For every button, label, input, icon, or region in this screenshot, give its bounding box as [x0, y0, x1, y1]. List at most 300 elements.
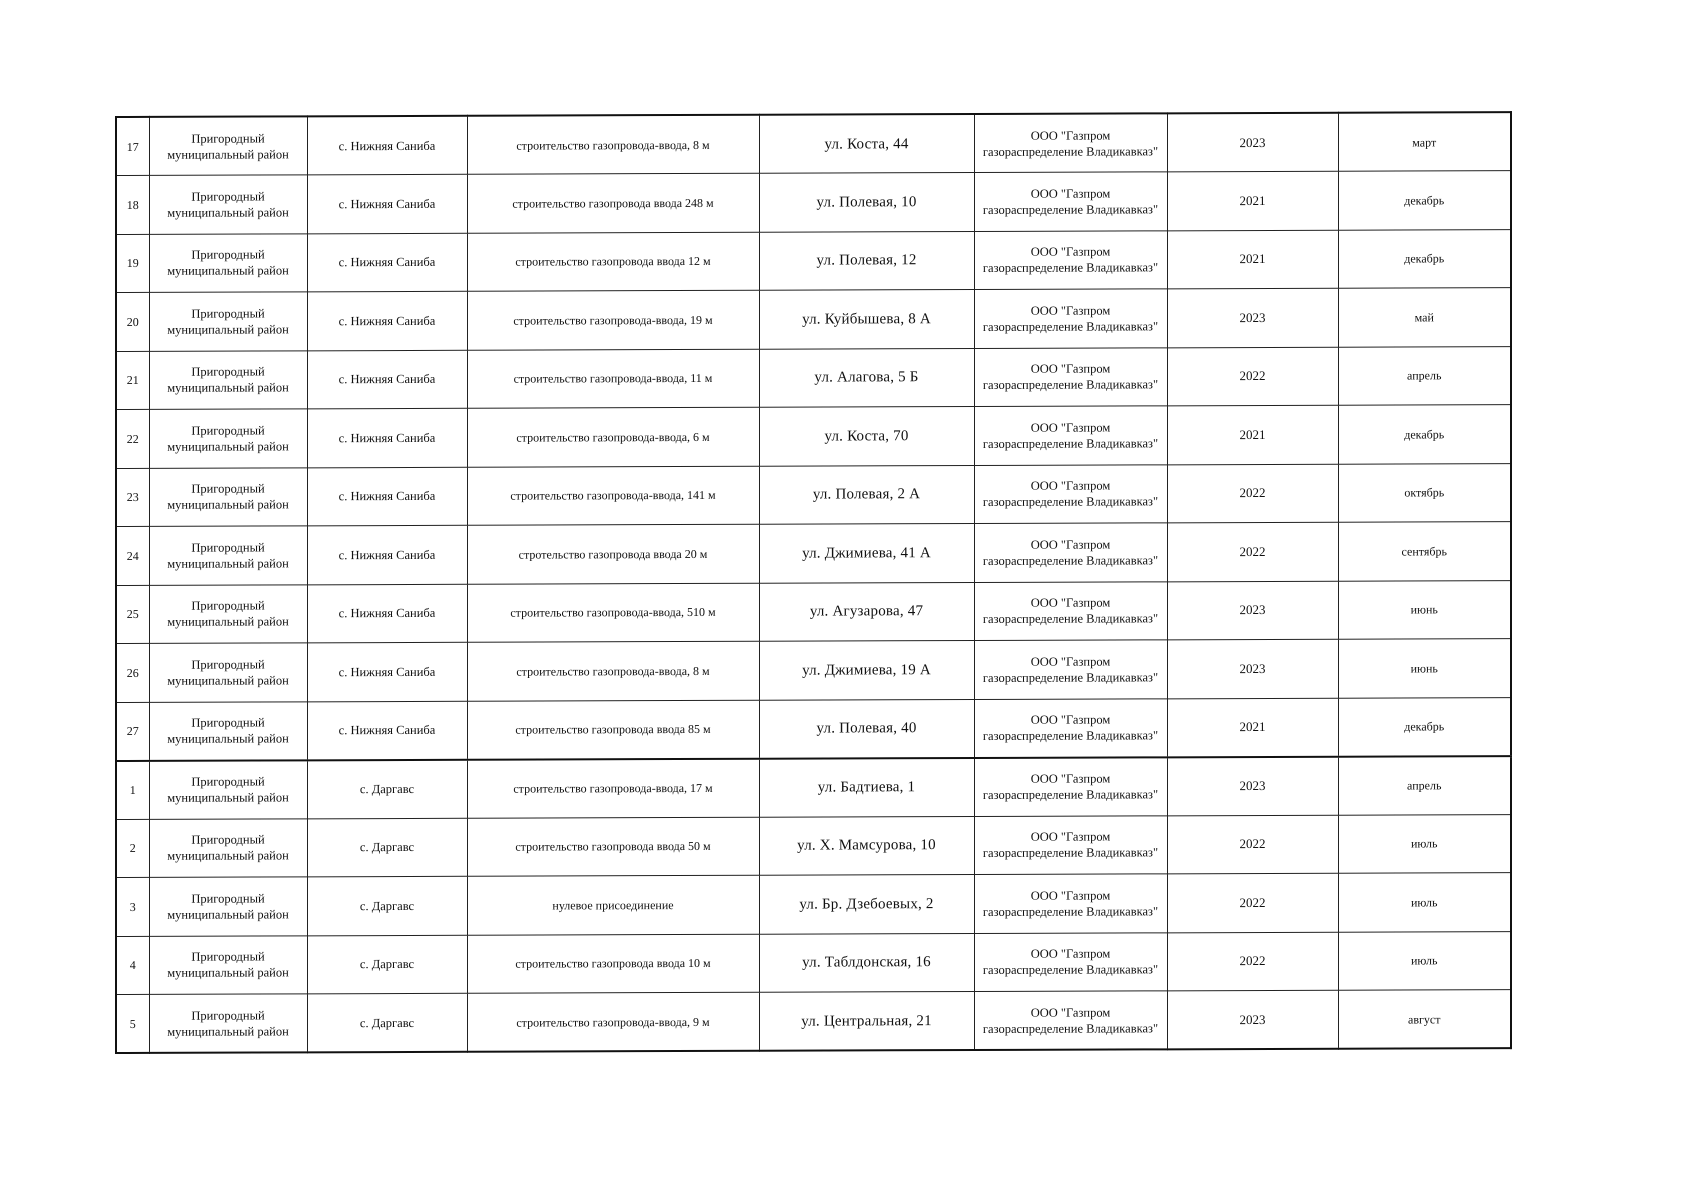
month-cell [1338, 639, 1511, 698]
org-l2-text: газораспределение Владикавказ" [982, 553, 1159, 568]
num-text: 24 [126, 548, 139, 563]
year-text: 2021 [1239, 426, 1266, 442]
village-text: с. Нижняя Саниба [338, 372, 436, 387]
year-text: 2022 [1239, 836, 1266, 852]
address-cell [759, 816, 974, 875]
num-text: 23 [126, 490, 139, 505]
table-row [116, 229, 1511, 292]
district-l2-text: муниципальный район [167, 790, 289, 805]
row-number [116, 936, 149, 995]
village-text: с. Нижняя Саниба [338, 489, 436, 504]
org-l1-text: ООО "Газпром [1030, 946, 1111, 962]
row-number [116, 351, 149, 410]
month-text: сентябрь [1401, 544, 1447, 559]
address-cell [759, 699, 974, 758]
district-l1-text: Пригородный [191, 949, 265, 964]
address-text: ул. Полевая, 12 [816, 252, 917, 269]
org-l2-text: газораспределение Владикавказ" [982, 260, 1159, 276]
year-text: 2023 [1239, 777, 1266, 794]
row-number [116, 760, 149, 819]
work-description-cell [467, 641, 759, 701]
address-text: ул. Бр. Дзебоевых, 2 [799, 895, 934, 913]
work-text: строительство газопровода ввода 50 м [515, 839, 711, 854]
year-text: 2023 [1239, 1011, 1266, 1027]
year-text: 2023 [1239, 134, 1266, 150]
year-text: 2022 [1239, 953, 1266, 969]
month-cell [1338, 931, 1511, 990]
month-text: декабрь [1404, 427, 1445, 442]
village-cell [307, 642, 467, 701]
village-text: с. Даргавс [359, 1015, 415, 1030]
village-text: с. Нижняя Саниба [338, 313, 436, 328]
work-text: строительство газопровода ввода 12 м [515, 254, 711, 269]
village-cell [307, 584, 467, 643]
address-text: ул. Х. Мамсурова, 10 [797, 837, 936, 854]
org-l1-text: ООО "Газпром [1030, 478, 1111, 494]
district-l2-text: муниципальный район [167, 556, 289, 571]
address-cell [759, 933, 974, 992]
num-text: 25 [126, 607, 139, 622]
org-l2-text: газораспределение Владикавказ" [982, 377, 1159, 393]
work-description-cell [467, 700, 759, 760]
village-cell [307, 525, 467, 584]
work-description-cell [467, 349, 759, 409]
work-text: строительство газопровода-ввода, 6 м [516, 429, 710, 445]
org-l2-text: газораспределение Владикавказ" [982, 611, 1159, 627]
work-description-cell [467, 758, 759, 818]
year-text: 2021 [1239, 251, 1266, 267]
year-cell [1167, 756, 1338, 815]
org-l2-text: газораспределение Владикавказ" [982, 494, 1159, 510]
num-text: 22 [126, 431, 139, 446]
num-text: 17 [126, 139, 139, 154]
district-cell [149, 526, 307, 585]
table-row [116, 346, 1511, 409]
district-l1-text: Пригородный [191, 774, 265, 789]
org-l1-text: ООО "Газпром [1030, 303, 1111, 318]
year-cell [1167, 405, 1338, 464]
village-text: с. Нижняя Саниба [338, 196, 436, 211]
district-l1-text: Пригородный [191, 189, 265, 204]
village-cell [307, 759, 467, 818]
year-cell [1167, 698, 1338, 757]
district-l1-text: Пригородный [191, 598, 265, 613]
district-l1-text: Пригородный [191, 1007, 265, 1023]
org-l1-text: ООО "Газпром [1030, 128, 1111, 143]
village-cell [307, 993, 467, 1052]
month-cell [1338, 522, 1511, 581]
district-l2-text: муниципальный район [167, 848, 289, 864]
address-text: ул. Полевая, 2 А [812, 486, 921, 503]
work-description-cell [467, 934, 759, 994]
month-cell [1338, 756, 1511, 815]
month-text: июнь [1410, 661, 1438, 676]
address-cell [759, 348, 974, 407]
month-cell [1338, 171, 1511, 230]
village-text: с. Нижняя Саниба [338, 255, 436, 270]
work-text: строительство газопровода-ввода, 141 м [510, 488, 716, 503]
work-description-cell [467, 524, 759, 584]
org-l2-text: газораспределение Владикавказ" [982, 143, 1159, 159]
org-l2-text: газораспределение Владикавказ" [982, 728, 1159, 743]
num-text: 19 [126, 256, 139, 271]
organization-cell [974, 757, 1167, 816]
org-l2-text: газораспределение Владикавказ" [982, 202, 1159, 217]
year-cell [1167, 230, 1338, 289]
organization-cell [974, 640, 1167, 699]
district-l1-text: Пригородный [191, 540, 265, 555]
org-l1-text: ООО "Газпром [1030, 654, 1111, 669]
row-number [116, 702, 149, 761]
address-cell [759, 641, 974, 700]
district-cell [149, 233, 307, 292]
work-text: строительство газопровода-ввода, 17 м [513, 780, 713, 796]
address-cell [759, 758, 974, 817]
year-cell [1167, 990, 1338, 1049]
month-cell [1338, 580, 1511, 639]
year-cell [1167, 288, 1338, 347]
organization-cell [974, 991, 1167, 1050]
work-text: нулевое присоединение [552, 897, 674, 913]
row-number [116, 819, 149, 878]
year-cell [1167, 464, 1338, 523]
organization-cell [974, 406, 1167, 465]
work-description-cell [467, 115, 759, 175]
address-cell [759, 290, 974, 349]
month-cell [1338, 814, 1511, 873]
district-l1-text: Пригородный [191, 657, 265, 672]
table-row [116, 990, 1511, 1053]
address-text: ул. Центральная, 21 [801, 1012, 932, 1030]
org-l1-text: ООО "Газпром [1030, 361, 1111, 377]
year-text: 2022 [1239, 368, 1266, 384]
district-l2-text: муниципальный район [167, 907, 289, 922]
village-cell [307, 116, 467, 175]
village-cell [307, 233, 467, 292]
work-text: строительство газопровода-ввода, 9 м [516, 1014, 710, 1030]
row-number [116, 292, 149, 351]
address-cell [759, 992, 974, 1051]
village-text: с. Даргавс [359, 898, 415, 913]
district-l1-text: Пригородный [191, 715, 265, 730]
month-cell [1338, 697, 1511, 756]
district-cell [149, 350, 307, 409]
district-l2-text: муниципальный район [167, 439, 289, 454]
month-text: март [1412, 134, 1437, 149]
month-cell [1338, 990, 1511, 1049]
work-description-cell [467, 583, 759, 643]
village-text: с. Даргавс [359, 957, 415, 972]
month-text: апрель [1407, 778, 1442, 793]
year-cell [1167, 873, 1338, 932]
month-cell [1338, 405, 1511, 464]
village-cell [307, 935, 467, 994]
district-l2-text: муниципальный район [167, 673, 289, 688]
district-l2-text: муниципальный район [167, 731, 289, 746]
month-text: октябрь [1404, 485, 1445, 500]
village-cell [307, 818, 467, 877]
gas-connection-schedule-table [115, 111, 1512, 1054]
address-text: ул. Джимиева, 41 А [802, 544, 931, 562]
district-cell [149, 116, 307, 175]
org-l1-text: ООО "Газпром [1030, 771, 1111, 786]
num-text: 5 [129, 1016, 136, 1031]
work-description-cell [467, 875, 759, 935]
district-l2-text: муниципальный район [167, 965, 289, 981]
table-row [116, 112, 1511, 175]
district-l2-text: муниципальный район [167, 380, 289, 396]
org-l1-text: ООО "Газпром [1030, 829, 1111, 845]
organization-cell [974, 172, 1167, 231]
district-l2-text: муниципальный район [167, 322, 289, 337]
address-text: ул. Коста, 70 [824, 427, 909, 445]
organization-cell [974, 230, 1167, 289]
district-l1-text: Пригородный [191, 364, 265, 379]
year-cell [1167, 932, 1338, 991]
village-text: с. Нижняя Саниба [338, 606, 436, 621]
row-number [116, 643, 149, 702]
org-l1-text: ООО "Газпром [1030, 712, 1111, 727]
org-l1-text: ООО "Газпром [1030, 420, 1111, 435]
month-cell [1338, 288, 1511, 347]
year-cell [1167, 171, 1338, 230]
year-text: 2022 [1239, 485, 1266, 501]
address-cell [759, 407, 974, 466]
year-cell [1167, 113, 1338, 172]
year-text: 2023 [1239, 309, 1266, 325]
table-row [116, 931, 1511, 994]
table-row [116, 814, 1511, 877]
year-cell [1167, 581, 1338, 640]
village-cell [307, 408, 467, 467]
district-l2-text: муниципальный район [167, 263, 289, 279]
village-text: с. Нижняя Саниба [338, 664, 436, 679]
address-text: ул. Куйбышева, 8 А [802, 310, 931, 328]
organization-cell [974, 347, 1167, 406]
village-text: с. Даргавс [359, 781, 415, 797]
month-text: июль [1410, 836, 1438, 851]
table-row [116, 171, 1511, 234]
org-l2-text: газораспределение Владикавказ" [982, 1020, 1159, 1036]
table-body [116, 112, 1511, 1053]
org-l2-text: газораспределение Владикавказ" [982, 436, 1159, 451]
district-l1-text: Пригородный [191, 306, 265, 321]
district-l2-text: муниципальный район [167, 497, 289, 513]
year-text: 2023 [1239, 602, 1266, 618]
district-l1-text: Пригородный [191, 891, 265, 906]
num-text: 3 [129, 899, 136, 914]
year-cell [1167, 347, 1338, 406]
address-text: ул. Алагова, 5 Б [814, 369, 919, 386]
table-row [116, 405, 1511, 468]
org-l1-text: ООО "Газпром [1030, 595, 1111, 611]
district-cell [149, 935, 307, 994]
district-l2-text: муниципальный район [167, 205, 289, 220]
district-cell [149, 409, 307, 468]
org-l2-text: газораспределение Владикавказ" [982, 904, 1159, 919]
address-text: ул. Полевая, 10 [816, 193, 917, 211]
row-number [116, 585, 149, 644]
year-cell [1167, 815, 1338, 874]
org-l2-text: газораспределение Владикавказ" [982, 962, 1159, 978]
address-text: ул. Полевая, 40 [816, 720, 917, 737]
district-l2-text: муниципальный район [167, 614, 289, 630]
address-cell [759, 465, 974, 524]
village-cell [307, 350, 467, 409]
row-number [116, 994, 149, 1053]
work-text: строительство газопровода ввода 85 м [515, 721, 711, 737]
org-l2-text: газораспределение Владикавказ" [982, 319, 1159, 334]
district-l2-text: муниципальный район [167, 1023, 289, 1039]
table-row [116, 873, 1511, 936]
work-description-cell [467, 817, 759, 877]
address-text: ул. Джимиева, 19 А [802, 661, 931, 679]
village-text: с. Даргавс [359, 840, 415, 855]
num-text: 27 [126, 723, 139, 738]
work-text: строительство газопровода-ввода, 11 м [513, 371, 713, 386]
village-cell [307, 174, 467, 233]
num-text: 1 [129, 782, 136, 797]
village-cell [307, 876, 467, 935]
work-text: строительство газопровода ввода 248 м [512, 195, 714, 211]
organization-cell [974, 581, 1167, 640]
organization-cell [974, 932, 1167, 991]
month-text: апрель [1407, 368, 1442, 383]
work-description-cell [467, 290, 759, 350]
district-l2-text: муниципальный район [167, 146, 289, 162]
num-text: 26 [126, 665, 139, 680]
work-description-cell [467, 173, 759, 233]
row-number [116, 409, 149, 468]
table-row [116, 288, 1511, 351]
month-text: декабрь [1404, 193, 1445, 208]
org-l2-text: газораспределение Владикавказ" [982, 787, 1159, 802]
village-text: с. Нижняя Саниба [338, 722, 436, 738]
work-text: строительство газопровода-ввода, 510 м [510, 605, 716, 620]
row-number [116, 468, 149, 527]
organization-cell [974, 113, 1167, 172]
month-cell [1338, 873, 1511, 932]
month-text: декабрь [1404, 719, 1445, 734]
month-text: июль [1410, 895, 1438, 910]
month-cell [1338, 112, 1511, 171]
work-text: стротельство газопровода ввода 20 м [518, 546, 708, 562]
row-number [116, 234, 149, 293]
year-text: 2022 [1239, 894, 1266, 910]
month-cell [1338, 346, 1511, 405]
org-l1-text: ООО "Газпром [1030, 537, 1111, 552]
org-l2-text: газораспределение Владикавказ" [982, 670, 1159, 685]
work-description-cell [467, 466, 759, 526]
village-text: с. Нижняя Саниба [338, 138, 436, 153]
num-text: 4 [129, 958, 136, 973]
district-l1-text: Пригородный [191, 481, 265, 496]
district-l1-text: Пригородный [191, 423, 265, 438]
village-cell [307, 291, 467, 350]
num-text: 21 [126, 373, 139, 388]
table-row [116, 697, 1511, 760]
row-number [116, 526, 149, 585]
year-text: 2021 [1239, 192, 1266, 208]
work-text: строительство газопровода-ввода, 8 м [516, 137, 710, 153]
address-cell [759, 582, 974, 641]
address-cell [759, 524, 974, 583]
org-l1-text: ООО "Газпром [1030, 244, 1111, 260]
organization-cell [974, 874, 1167, 933]
organization-cell [974, 289, 1167, 348]
table-row [116, 463, 1511, 526]
year-text: 2023 [1239, 660, 1266, 676]
month-text: август [1408, 1011, 1441, 1026]
month-text: декабрь [1404, 251, 1445, 266]
num-text: 20 [126, 314, 139, 329]
organization-cell [974, 815, 1167, 874]
num-text: 2 [129, 841, 136, 856]
work-text: строительство газопровода-ввода, 19 м [513, 312, 713, 328]
district-cell [149, 292, 307, 351]
district-cell [149, 994, 307, 1053]
village-text: с. Нижняя Саниба [338, 430, 436, 445]
org-l1-text: ООО "Газпром [1030, 1005, 1111, 1020]
district-cell [149, 175, 307, 234]
district-l1-text: Пригородный [191, 832, 265, 847]
district-cell [149, 584, 307, 643]
address-text: ул. Агузарова, 47 [809, 603, 924, 620]
address-cell [759, 231, 974, 290]
table-row [116, 522, 1511, 585]
year-text: 2021 [1239, 718, 1266, 735]
district-l1-text: Пригородный [191, 247, 265, 262]
address-text: ул. Бадтиева, 1 [817, 779, 916, 796]
row-number [116, 117, 149, 176]
num-text: 18 [126, 197, 139, 212]
month-text: июнь [1410, 602, 1438, 617]
organization-cell [974, 523, 1167, 582]
village-text: с. Нижняя Саниба [338, 547, 436, 562]
district-cell [149, 643, 307, 702]
address-text: ул. Таблдонская, 16 [802, 954, 931, 971]
district-cell [149, 818, 307, 877]
organization-cell [974, 464, 1167, 523]
table-row [116, 639, 1511, 702]
table-row [116, 756, 1511, 819]
district-cell [149, 877, 307, 936]
month-text: июль [1410, 953, 1438, 968]
address-cell [759, 173, 974, 232]
address-cell [759, 114, 974, 173]
month-cell [1338, 463, 1511, 522]
work-text: строительство газопровода-ввода, 8 м [516, 663, 710, 679]
district-l1-text: Пригородный [191, 130, 265, 146]
district-cell [149, 701, 307, 760]
org-l2-text: газораспределение Владикавказ" [982, 845, 1159, 861]
work-description-cell [467, 992, 759, 1052]
work-description-cell [467, 407, 759, 467]
district-cell [149, 760, 307, 819]
work-description-cell [467, 232, 759, 292]
address-text: ул. Коста, 44 [824, 135, 909, 153]
village-cell [307, 467, 467, 526]
org-l1-text: ООО "Газпром [1030, 186, 1111, 201]
month-text: май [1414, 310, 1434, 325]
address-cell [759, 875, 974, 934]
year-text: 2022 [1239, 543, 1266, 559]
table-row [116, 580, 1511, 643]
organization-cell [974, 698, 1167, 757]
row-number [116, 877, 149, 936]
month-cell [1338, 229, 1511, 288]
village-cell [307, 701, 467, 760]
